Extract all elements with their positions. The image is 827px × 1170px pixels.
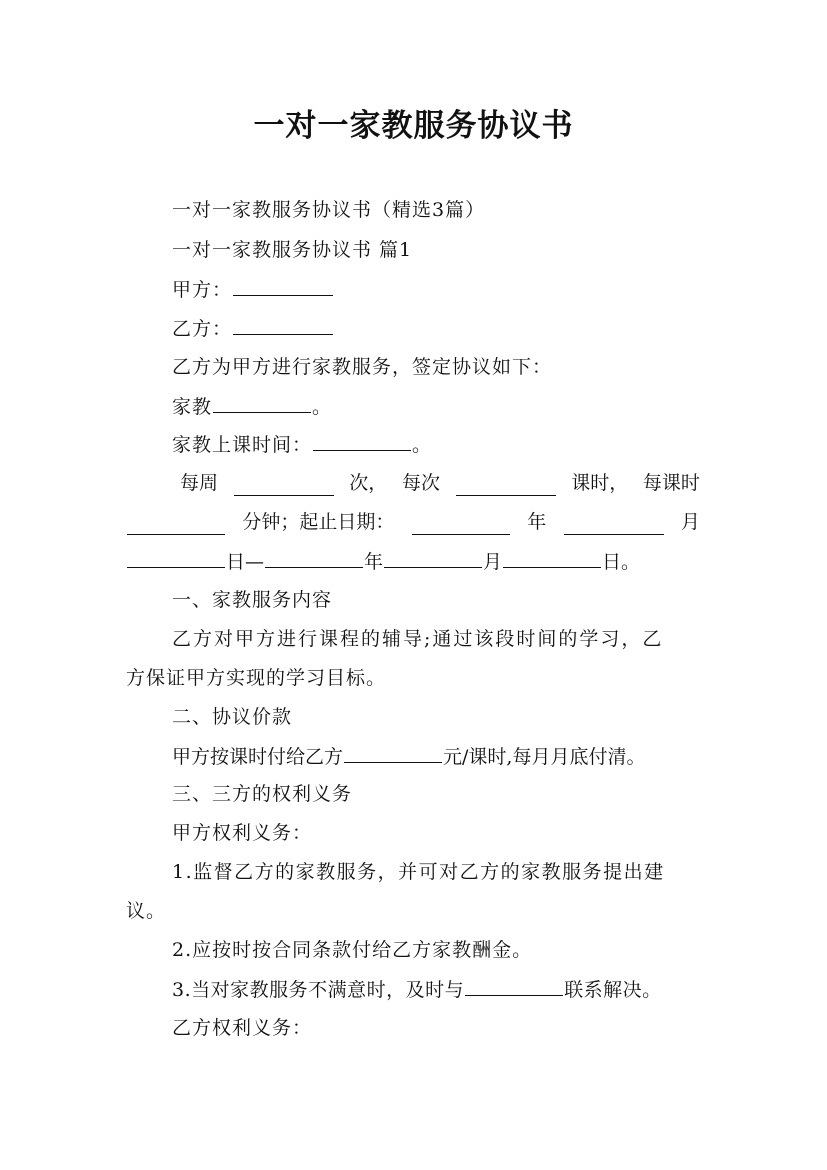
schedule-day-dash: 日—	[226, 551, 265, 573]
section1-text-line1: 乙方对甲方进行课程的辅导;通过该段时间的学习，乙	[172, 628, 664, 650]
intro-text: 乙方为甲方进行家教服务，签定协议如下：	[172, 356, 553, 378]
party-a-label: 甲方：	[172, 279, 233, 301]
schedule-month2: 月	[483, 551, 503, 573]
section2-pre: 甲方按课时付给乙方	[172, 746, 344, 768]
tutoring-label: 家教	[172, 396, 213, 418]
item1-line2: 议。	[126, 900, 167, 922]
schedule-year: 年	[527, 511, 547, 533]
tutoring-line	[172, 393, 332, 420]
schedule-minutes: 分钟；起止日期：	[242, 511, 395, 533]
end-day-blank	[503, 548, 601, 568]
schedule-each: 每次	[401, 472, 440, 494]
item2: 2.应按时按合同条款付给乙方家教酬金。	[172, 939, 533, 961]
party-b-rights-heading: 乙方权利义务：	[172, 1017, 313, 1039]
schedule-minutes-blank	[127, 515, 225, 535]
section2-post: 元/课时,每月月底付清。	[443, 746, 646, 768]
start-year-blank	[412, 515, 510, 535]
schedule-times: 次，	[349, 472, 388, 494]
article-heading: 一对一家教服务协议书 篇1	[172, 239, 413, 261]
schedule-hours: 课时，	[571, 472, 629, 494]
item3	[172, 976, 662, 1003]
section2-heading: 二、协议价款	[172, 706, 293, 728]
tutoring-end: 。	[312, 396, 333, 418]
end-month-blank	[384, 548, 482, 568]
end-year-blank	[265, 548, 363, 568]
schedule-per-hour: 每课时	[642, 472, 700, 494]
schedule-times-blank	[234, 476, 334, 496]
item3-post: 联系解决。	[564, 979, 662, 1001]
contact-blank	[465, 976, 563, 996]
class-time-line	[172, 431, 432, 458]
document-subtitle: 一对一家教服务协议书（精选3篇）	[172, 199, 486, 221]
price-blank	[344, 743, 442, 763]
start-day-blank	[127, 548, 225, 568]
start-month-blank	[564, 515, 664, 535]
tutoring-blank	[213, 393, 311, 413]
schedule-day-end: 日。	[602, 551, 641, 573]
class-time-end: 。	[412, 434, 433, 456]
schedule-month: 月	[680, 511, 700, 533]
schedule-line-1	[180, 470, 700, 496]
party-b-line	[172, 315, 334, 342]
item1-line1: 1.监督乙方的家教服务，并可对乙方的家教服务提出建	[172, 861, 665, 883]
schedule-line-2	[126, 509, 700, 535]
section2-text	[172, 743, 645, 770]
schedule-line-3	[126, 548, 640, 575]
schedule-year2: 年	[364, 551, 384, 573]
schedule-hours-blank	[456, 476, 556, 496]
class-time-blank	[313, 431, 411, 451]
party-a-line	[172, 276, 334, 303]
section1-heading: 一、家教服务内容	[172, 589, 333, 611]
section1-text-line2: 方保证甲方实现的学习目标。	[126, 667, 387, 689]
party-b-blank	[233, 315, 333, 335]
section3-heading: 三、三方的权利义务	[172, 783, 353, 805]
item3-pre: 3.当对家教服务不满意时，及时与	[172, 979, 465, 1001]
party-a-rights-heading: 甲方权利义务：	[172, 822, 313, 844]
party-b-label: 乙方：	[172, 318, 233, 340]
class-time-label: 家教上课时间：	[172, 434, 313, 456]
document-title: 一对一家教服务协议书	[253, 108, 574, 144]
party-a-blank	[233, 276, 333, 296]
schedule-week: 每周	[180, 472, 219, 494]
